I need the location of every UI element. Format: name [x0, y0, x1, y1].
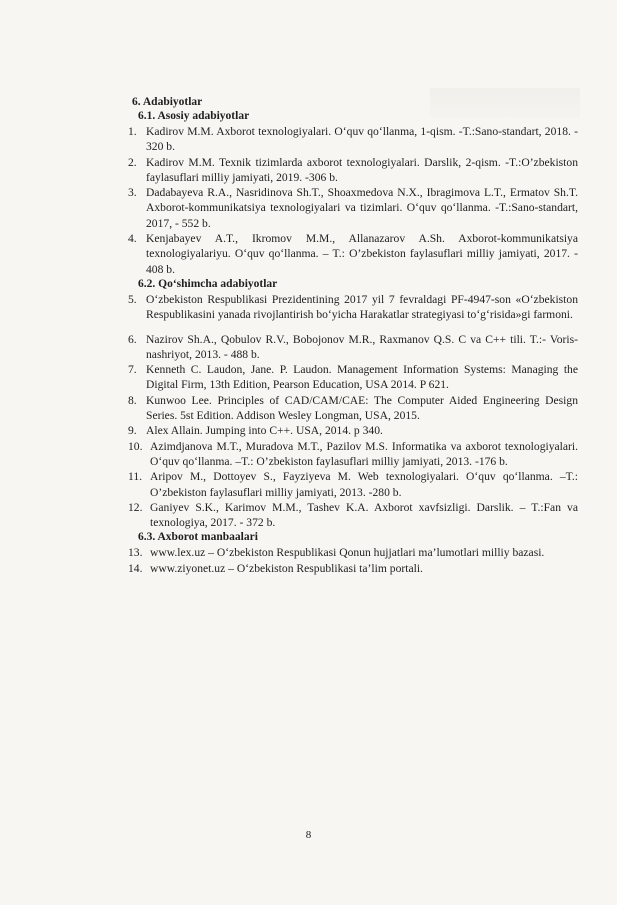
- reference-item: [128, 469, 578, 500]
- reference-text: www.ziyonet.uz – O‘zbekiston Respublikasi ta’lim portali.: [150, 561, 423, 575]
- references-section: [128, 96, 578, 576]
- reference-text: Kadirov M.M. Texnik tizimlarda axborot texnologiyalari. Darslik, 2-qism. -T.:O’zbekiston faylasuflari milliy jamiyati, 2019. -306 b.: [146, 155, 578, 184]
- subsection-title-main: 6.1. Asosiy adabiyotlar: [138, 110, 250, 122]
- reference-text: Aripov M., Dottoyev S., Fayziyeva M. Web texnologiyalari. O‘quv qo‘llanma. –T.: O’zbekiston faylasuflari milliy jamiyati, 2013. -280 b.: [150, 470, 578, 499]
- subsection-title-additional: 6.2. Qo‘shimcha adabiyotlar: [138, 277, 278, 290]
- reference-number: 3.: [128, 186, 137, 200]
- reference-text: Kenneth C. Laudon, Jane. P. Laudon. Management Information Systems: Managing the Digital Firm, 13th Edition, Pearson Education, USA 2014. P 621.: [146, 363, 578, 392]
- reference-number: 8.: [128, 393, 137, 407]
- reference-number: 11.: [128, 470, 143, 484]
- page-number: 8: [305, 829, 312, 841]
- reference-item: [128, 231, 578, 277]
- reference-number: 6.: [128, 332, 137, 346]
- reference-text: Kunwoo Lee. Principles of CAD/CAM/CAE: The Computer Aided Engineering Design Series. 5st Edition. Addison Wesley Longman, USA, 2015.: [146, 393, 578, 423]
- reference-number: 4.: [128, 232, 137, 246]
- reference-number: 5.: [128, 292, 137, 306]
- reference-item: [128, 292, 578, 323]
- reference-item: [128, 439, 578, 470]
- reference-item: [128, 185, 578, 231]
- reference-number: 12.: [128, 500, 143, 514]
- reference-item: [128, 362, 578, 393]
- reference-text: Kadirov M.M. Axborot texnologiyalari. O‘quv qo‘llanma, 1-qism. -T.:Sano-standart, 2018. - 320 b.: [146, 125, 578, 154]
- section-title: 6. Adabiyotlar: [132, 96, 203, 108]
- reference-text: Ganiyev S.K., Karimov M.M., Tashev K.A. Axborot xavfsizligi. Darslik. – T.:Fan va texnologiya, 2017. - 372 b.: [150, 500, 578, 530]
- sources-list: [128, 545, 578, 576]
- reference-item: [128, 423, 578, 438]
- reference-item: [128, 393, 578, 424]
- reference-item: [128, 561, 578, 576]
- reference-text: Kenjabayev A.T., Ikromov M.M., Allanazarov A.Sh. Axborot-kommunikatsiya texnologiyalariyu. O‘quv qo‘llanma. – T.: O’zbekiston faylasuflari milliy jamiyati, 2017. - 408 b.: [146, 232, 578, 276]
- additional-references-list: [128, 292, 578, 530]
- reference-text: Alex Allain. Jumping into C++. USA, 2014. p 340.: [146, 424, 383, 438]
- reference-item: [128, 500, 578, 531]
- reference-text: Dadabayeva R.A., Nasridinova Sh.T., Shoaxmedova N.X., Ibragimova L.T., Ermatov Sh.T. Axborot-kommunikatsiya texnologiyalari va tizimlari. O‘quv qo‘llanma. -T.:Sano-standart, 2017, - 552 b.: [146, 186, 578, 230]
- reference-number: 7.: [128, 363, 137, 377]
- reference-number: 2.: [128, 155, 137, 169]
- reference-number: 10.: [128, 439, 143, 453]
- reference-text: www.lex.uz – O‘zbekiston Respublikasi Qonun hujjatlari ma’lumotlari milliy bazasi.: [150, 546, 545, 560]
- reference-item: [128, 545, 578, 560]
- reference-number: 13.: [128, 546, 143, 560]
- reference-number: 9.: [128, 424, 137, 438]
- subsection-title-sources: 6.3. Axborot manbaalari: [138, 531, 258, 544]
- reference-text: Nazirov Sh.A., Qobulov R.V., Bobojonov M.R., Raxmanov Q.S. C va C++ tili. T.:- Voris-nashriyot, 2013. - 488 b.: [146, 332, 578, 361]
- reference-item: [128, 124, 578, 155]
- main-references-list: [128, 124, 578, 277]
- reference-text: O‘zbekiston Respublikasi Prezidentining 2017 yil 7 fevraldagi PF-4947-son «O‘zbekiston Respublikasini yanada rivojlantirish bo‘yicha Harakatlar strategiyasi to‘g‘risida»gi farmoni.: [146, 292, 578, 322]
- reference-number: 1.: [128, 125, 137, 138]
- reference-item: [128, 332, 578, 363]
- reference-item: [128, 155, 578, 186]
- reference-number: 14.: [128, 561, 143, 575]
- reference-text: Azimdjanova M.T., Muradova M.T., Pazilov M.S. Informatika va axborot texnologiyalari. O‘quv qo‘llanma. –T.: O’zbekiston faylasuflari milliy jamiyati, 2013. -176 b.: [150, 439, 578, 468]
